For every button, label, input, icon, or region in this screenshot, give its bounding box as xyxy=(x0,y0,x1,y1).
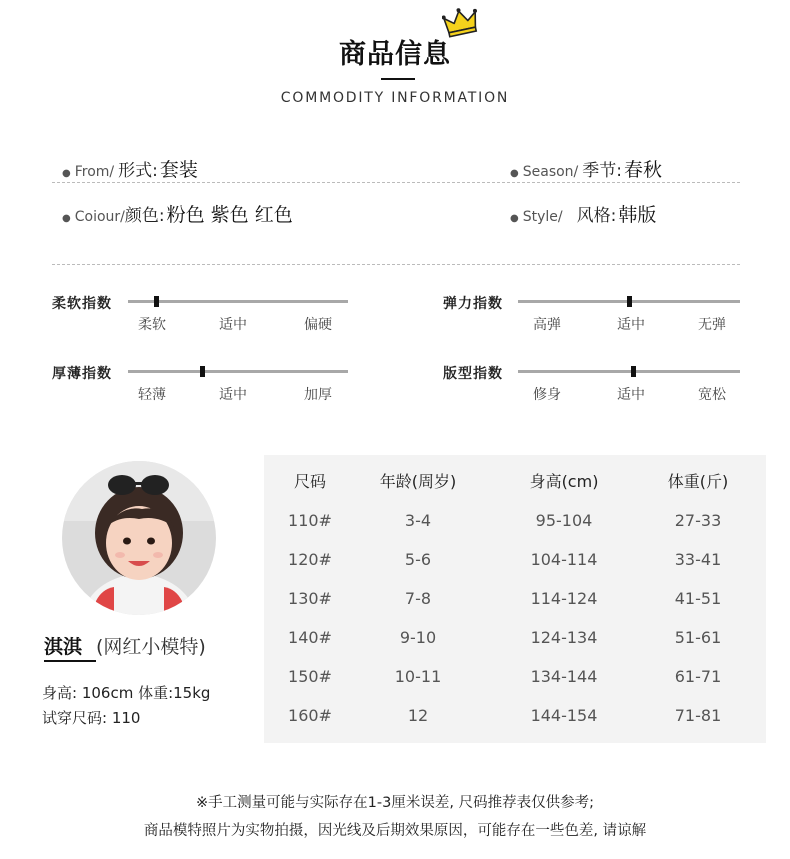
attr-season-zh: 季节: xyxy=(582,161,622,181)
note-line-1: ※手工测量可能与实际存在1-3厘米误差, 尺码推荐表仅供参考; xyxy=(196,795,594,811)
attr-form-zh: 形式: xyxy=(118,161,158,181)
index-tick: 偏硬 xyxy=(304,317,332,333)
index-label: 弹力指数 xyxy=(443,296,503,312)
attr-colour-en: Coiour/ xyxy=(74,209,125,225)
index-tick: 修身 xyxy=(533,387,561,403)
attr-colour xyxy=(62,200,293,227)
attr-colour-value: 粉色 紫色 红色 xyxy=(166,204,293,226)
attr-form xyxy=(62,155,198,182)
model-trial-size: 试穿尺码: 110 xyxy=(42,709,141,727)
table-header: 年龄(周岁) xyxy=(379,472,457,491)
attr-style-zh: 风格: xyxy=(576,206,617,226)
index-tick: 柔软 xyxy=(138,317,166,333)
table-cell: 7-8 xyxy=(404,589,432,608)
index-track xyxy=(128,370,348,373)
bullet-icon: ● xyxy=(510,213,519,224)
index-tick: 高弹 xyxy=(533,317,561,333)
bullet-icon: ● xyxy=(510,168,519,179)
index-tick: 加厚 xyxy=(304,387,332,403)
attr-style-value: 韩版 xyxy=(618,204,657,226)
index-label: 厚薄指数 xyxy=(52,366,112,382)
index-label: 柔软指数 xyxy=(52,296,112,312)
page-subtitle: COMMODITY INFORMATION xyxy=(280,90,510,106)
table-header: 体重(斤) xyxy=(667,472,729,491)
index-tick: 适中 xyxy=(617,387,645,403)
table-cell: 140# xyxy=(288,628,332,647)
table-cell: 3-4 xyxy=(404,511,432,530)
table-cell: 110# xyxy=(288,511,332,530)
attr-season xyxy=(510,155,662,182)
table-cell: 61-71 xyxy=(674,667,722,686)
index-track xyxy=(128,300,348,303)
divider xyxy=(52,182,740,183)
table-cell: 114-124 xyxy=(530,589,598,608)
attr-colour-zh: 颜色: xyxy=(124,206,165,226)
attr-form-value: 套装 xyxy=(159,159,198,181)
index-marker xyxy=(627,296,632,307)
table-cell: 160# xyxy=(288,706,332,725)
index-tick: 适中 xyxy=(617,317,645,333)
model-height-weight: 身高: 106cm 体重:15kg xyxy=(42,684,211,702)
attr-form-en: From/ xyxy=(74,164,115,180)
attr-style xyxy=(510,200,656,227)
table-cell: 130# xyxy=(288,589,332,608)
attr-season-value: 春秋 xyxy=(624,159,663,181)
table-cell: 71-81 xyxy=(674,706,722,725)
attr-season-en: Season/ xyxy=(522,164,579,180)
table-header: 尺码 xyxy=(293,472,326,491)
note-line-2: 商品模特照片为实物拍摄，因光线及后期效果原因，可能存在一些色差, 请谅解 xyxy=(143,823,647,839)
table-cell: 5-6 xyxy=(404,550,432,569)
table-cell: 12 xyxy=(407,706,429,725)
model-avatar xyxy=(62,461,216,615)
index-tick: 适中 xyxy=(219,387,247,403)
index-tick: 适中 xyxy=(219,317,247,333)
index-label: 版型指数 xyxy=(443,366,503,382)
table-cell: 51-61 xyxy=(674,628,722,647)
table-cell: 124-134 xyxy=(530,628,598,647)
table-cell: 144-154 xyxy=(530,706,598,725)
size-table xyxy=(264,455,766,743)
attr-style-en: Style/ xyxy=(522,209,563,225)
index-marker xyxy=(631,366,636,377)
index-track xyxy=(518,370,740,373)
index-tick: 轻薄 xyxy=(138,387,166,403)
index-marker xyxy=(200,366,205,377)
table-cell: 27-33 xyxy=(674,511,722,530)
index-tick: 无弹 xyxy=(698,317,726,333)
table-cell: 150# xyxy=(288,667,332,686)
model-name-underline xyxy=(44,660,96,662)
table-cell: 33-41 xyxy=(674,550,722,569)
model-name: 淇淇 xyxy=(44,636,83,658)
table-cell: 104-114 xyxy=(530,550,598,569)
divider xyxy=(52,264,740,265)
model-role: (网红小模特) xyxy=(96,636,206,658)
bullet-icon: ● xyxy=(62,168,71,179)
table-cell: 95-104 xyxy=(535,511,593,530)
index-tick: 宽松 xyxy=(698,387,726,403)
table-cell: 134-144 xyxy=(530,667,598,686)
table-cell: 10-11 xyxy=(394,667,442,686)
bullet-icon: ● xyxy=(62,213,71,224)
table-header: 身高(cm) xyxy=(529,472,599,491)
table-cell: 120# xyxy=(288,550,332,569)
index-marker xyxy=(154,296,159,307)
page-title: 商品信息 xyxy=(339,39,451,70)
crown-icon xyxy=(442,6,480,38)
table-cell: 9-10 xyxy=(399,628,437,647)
table-cell: 41-51 xyxy=(674,589,722,608)
title-underline xyxy=(381,78,415,80)
